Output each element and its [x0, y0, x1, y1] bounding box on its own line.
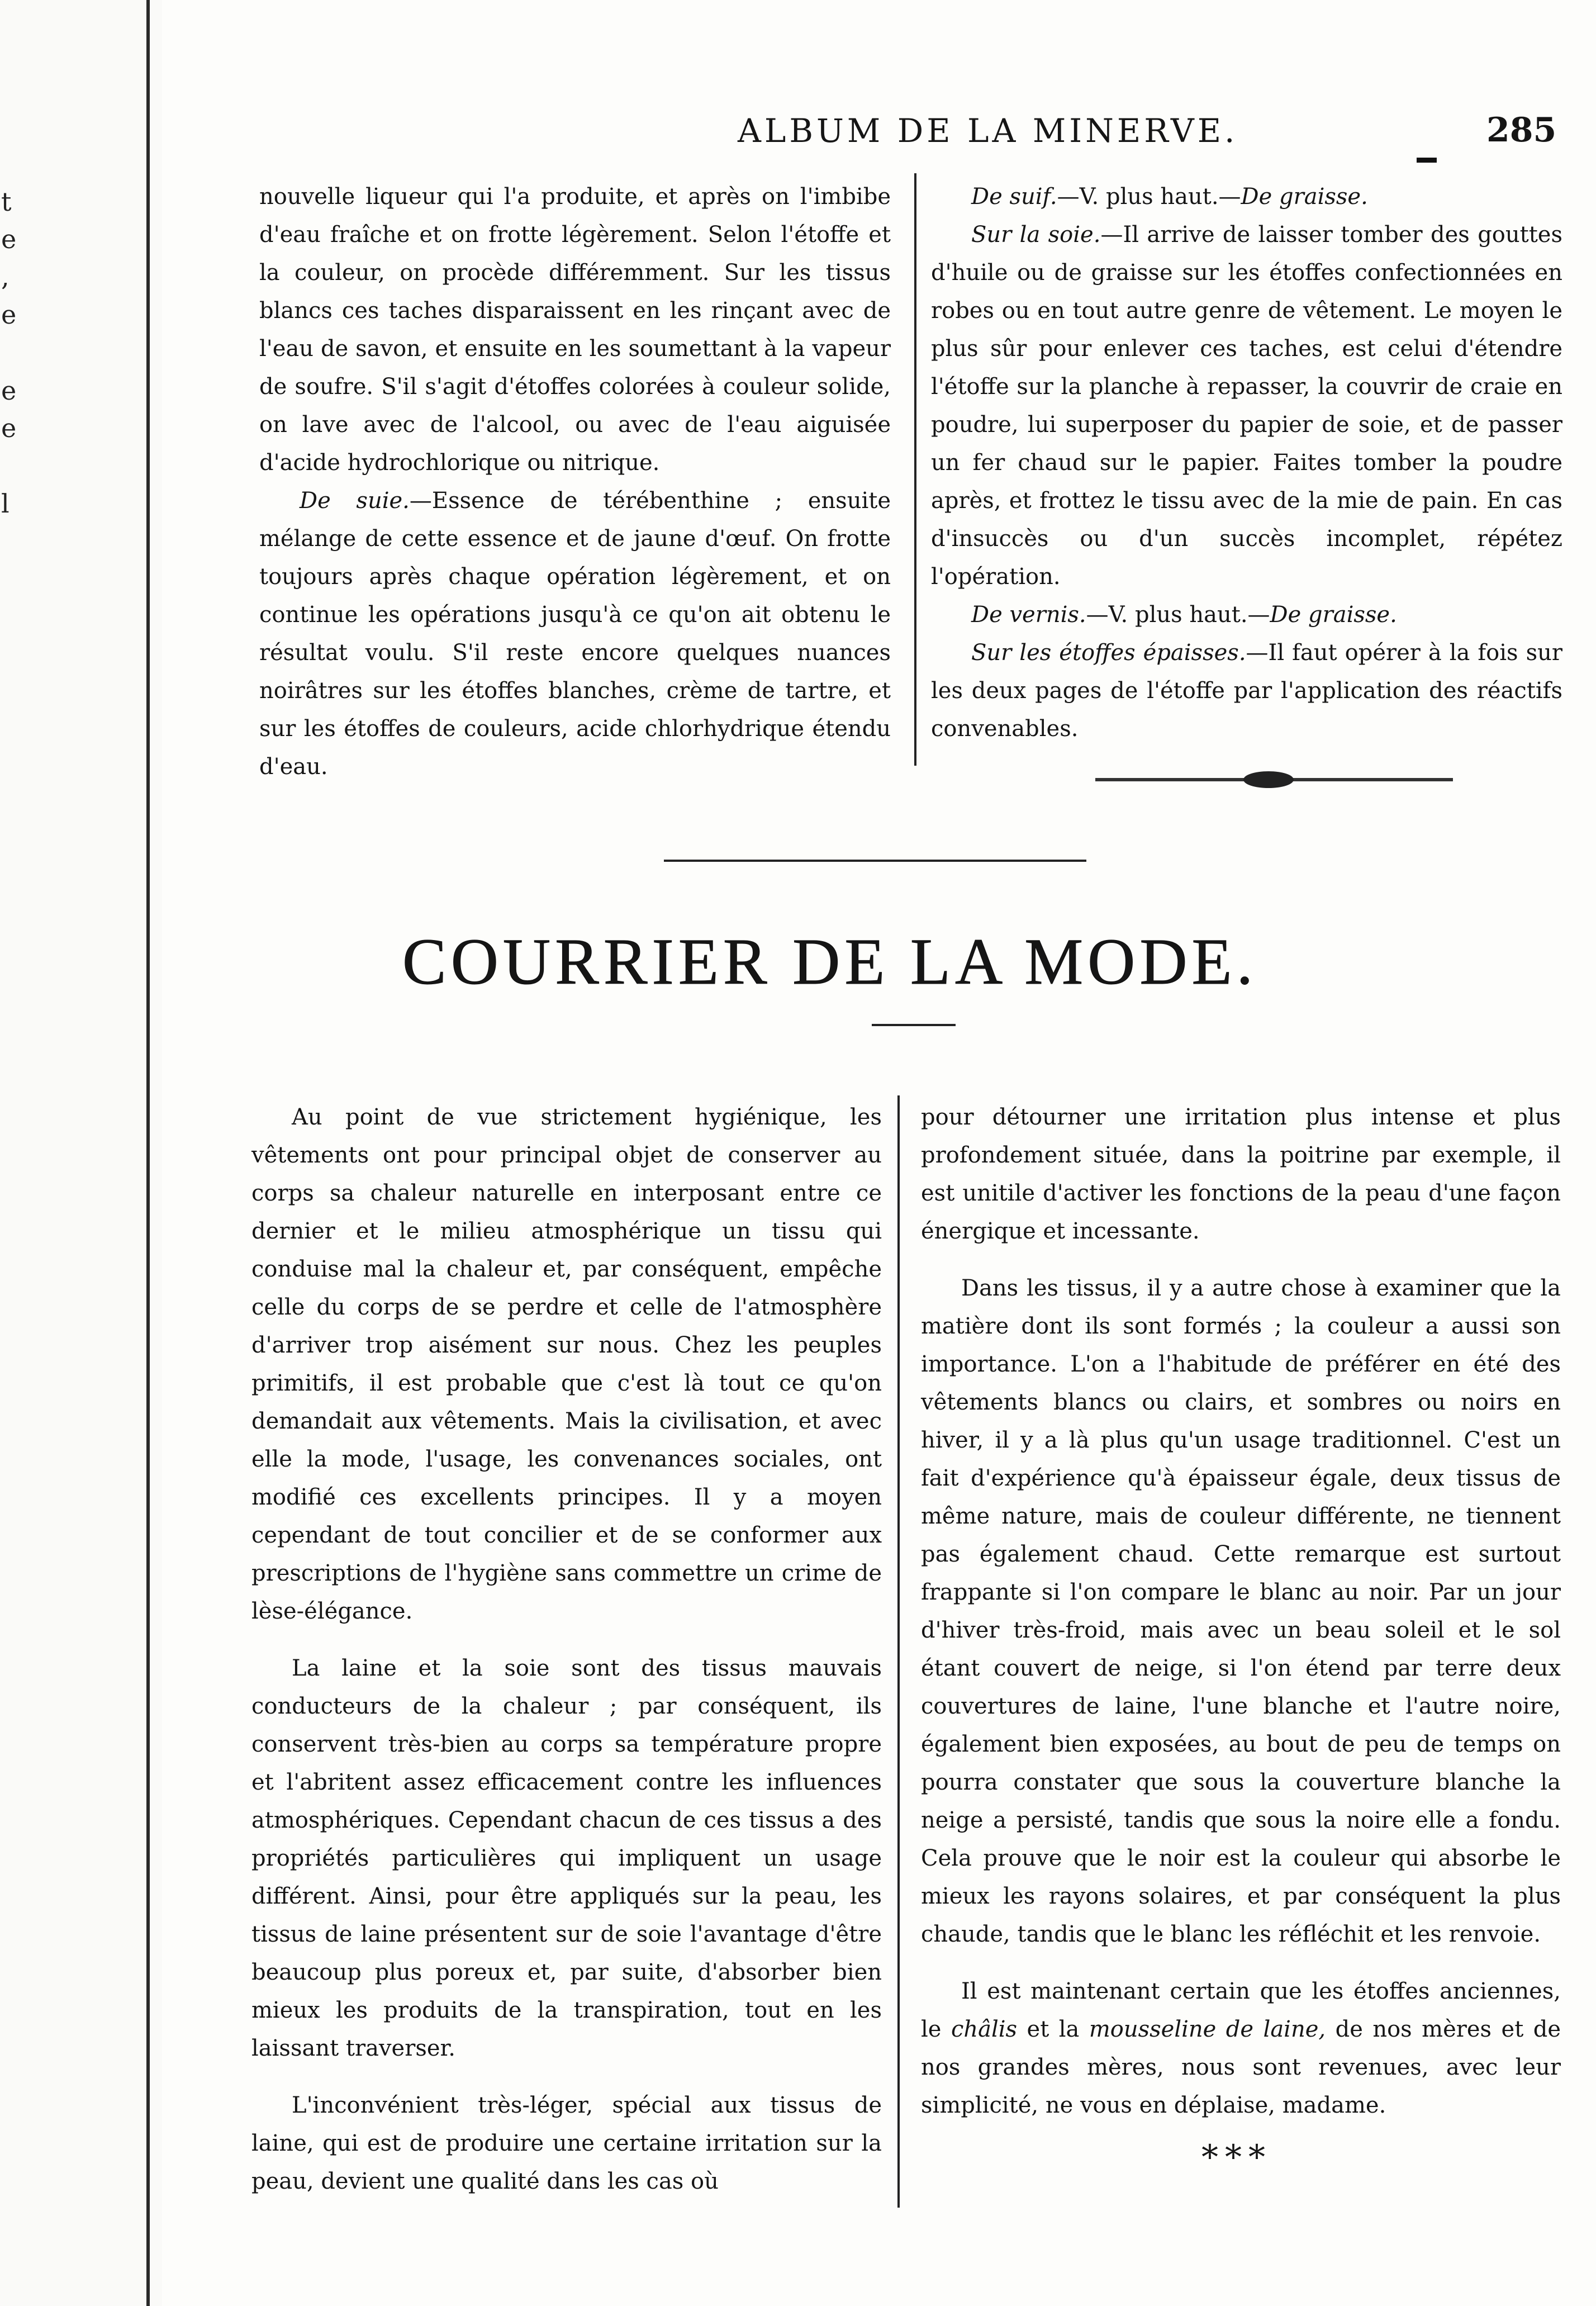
paragraph [931, 216, 1562, 596]
paragraph [931, 596, 1562, 634]
page-number: 285 [1486, 111, 1557, 150]
paragraph-italic: châlis [951, 2016, 1018, 2042]
title-underline [872, 1024, 956, 1026]
margin-fragment: e [1, 376, 17, 406]
page-fold-margin [0, 0, 162, 2306]
paragraph-body: —Essence de térébenthine ; ensuite mélange de cette essence et de jaune d'œuf. On frotte toujours après chaque opération légèrement, et on continue les opérations jusqu'à ce qu'on ait obtenu le résultat voulu. S'il reste encore quelques nuances noirâtres sur les étoffes blanches, crème de tartre, et sur les étoffes de couleurs, acide chlorhydrique étendu d'eau. [259, 488, 891, 780]
margin-fragment: l [1, 488, 10, 519]
paragraph: pour détourner une irritation plus intense et plus profondement située, dans la poitrine par exemple, il est unitile d'activer les fonctions de la peau d'une façon énergique et incessante. [921, 1104, 1561, 1244]
margin-fragment: e [1, 300, 17, 330]
paragraph-tail: De graisse. [1241, 184, 1368, 210]
end-ornament-rule [1095, 778, 1453, 781]
paragraph-body: —V. plus haut.— [1057, 184, 1241, 210]
paragraph-text: et la [1017, 2016, 1089, 2042]
section-title-text: COURRIER DE LA MODE. [402, 925, 1258, 998]
paragraph-italic: mousseline de laine, [1089, 2016, 1326, 2042]
top-right-column [931, 178, 1562, 748]
paragraph: nouvelle liqueur qui l'a produite, et après on l'imbibe d'eau fraîche et on frotte légèrement. Selon l'étoffe et la couleur, on procède différemment. Sur les tissus blancs ces taches disparaissent en les rinçant avec de l'eau de savon, et ensuite en les soumettant à la vapeur de soufre. S'il s'agit d'étoffes colorées à couleur solide, on lave avec de l'alcool, ou avec de l'eau aiguisée d'acide hydrochlorique ou nitrique. [259, 184, 891, 476]
paragraph-heading: Sur la soie. [971, 222, 1101, 248]
paragraph-text: de nos mères et de nos grandes mères, nous sont revenues, avec leur simplicité, ne vous en déplaise, madame. [921, 2016, 1561, 2118]
margin-fragment: t [1, 187, 12, 217]
margin-fragment: e [1, 224, 17, 254]
paragraph: La laine et la soie sont des tissus mauvais conducteurs de la chaleur ; par conséquent, ils conservent très-bien au corps sa température propre et l'abritent assez efficacement contre les influences atmosphériques. Cependant chacun de ces tissus a des propriétés particulières qui impliquent un usage différent. Ainsi, pour être appliqués sur la peau, les tissus de laine présentent sur de soie l'avantage d'être beaucoup plus poreux et, par suite, d'absorber bien mieux les produits de la transpiration, tout en les laissant traverser. [251, 1655, 882, 2061]
paragraph [921, 1972, 1561, 2124]
paragraph-tail: De graisse. [1270, 602, 1397, 628]
paragraph-body: —Il arrive de laisser tomber des gouttes d'huile ou de graisse sur les étoffes confectionnées en robes ou en tout autre genre de vêtement. Le moyen le plus sûr pour enlever ces taches, est celui d'étendre l'étoffe sur la planche à repasser, la couvrir de craie en poudre, lui superposer du papier de soie, et de passer un fer chaud sur le papier. Faites tomber la poudre après, et frottez le tissu avec de la mie de pain. En cas d'insuccès ou d'un succès incomplet, répétez l'opération. [931, 222, 1562, 590]
column-divider [914, 173, 916, 766]
paragraph-heading: De vernis. [971, 602, 1086, 628]
paragraph [931, 178, 1562, 216]
paragraph-body: —V. plus haut.— [1086, 602, 1270, 628]
paragraph: Au point de vue strictement hygiénique, les vêtements ont pour principal objet de conserver au corps sa chaleur naturelle en interposant entre ce dernier et le milieu atmosphérique un tissu qui conduise mal la chaleur et, par conséquent, empêche celle du corps de se perdre et celle de l'atmosphère d'arriver trop aisément sur nous. Chez les peuples primitifs, il est probable que c'est là tout ce qu'on demandait aux vêtements. Mais la civilisation, et avec elle la mode, l'usage, les convenances sociales, ont modifié ces excellents principes. Il y a moyen cependant de tout concilier et de se conformer aux prescriptions de l'hygiène sans commettre un crime de lèse-élégance. [251, 1104, 882, 1624]
paragraph [931, 634, 1562, 748]
paragraph-heading: De suie. [300, 488, 410, 514]
header-mark [1417, 158, 1437, 163]
paragraph-text: Il est maintenant certain que les étoffes anciennes, le [921, 1978, 1561, 2042]
paragraph-heading: De suif. [971, 184, 1057, 210]
margin-fragment: , [1, 262, 10, 292]
bottom-right-column [921, 1098, 1561, 2124]
top-left-column [259, 178, 891, 786]
paragraph: L'inconvénient très-léger, spécial aux tissus de laine, qui est de produire une certaine irritation sur la peau, devient une qualité dans les cas où [251, 2093, 882, 2194]
bottom-left-column [251, 1098, 882, 2200]
paragraph-heading: Sur les étoffes épaisses. [971, 640, 1246, 666]
section-title [402, 922, 1464, 1000]
margin-fragment: e [1, 413, 17, 443]
paragraph: Dans les tissus, il y a autre chose à examiner que la matière dont ils sont formés ; la couleur a aussi son importance. L'on a l'habitude de préférer en été des vêtements blancs ou clairs, et sombres ou noirs en hiver, il y a là plus qu'un usage traditionnel. C'est un fait d'expérience qu'à épaisseur égale, deux tissus de même nature, mais de couleur différente, ne tiennent pas également chaud. Cette remarque est surtout frappante si l'on compare le blanc au noir. Par un jour d'hiver très-froid, mais avec un beau soleil et le sol étant couvert de neige, si l'on étend par terre deux couvertures de laine, l'une blanche et l'autre noire, également bien exposées, au bout de peu de temps on pourra constater que sous la couverture blanche la neige a persisté, tandis que sous la noire elle a fondu. Cela prouve que le noir est la couleur qui absorbe le mieux les rayons solaires, et par conséquent la plus chaude, tandis que le blanc les réfléchit et les renvoie. [921, 1275, 1561, 1947]
running-title: ALBUM DE LA MINERVE. [738, 112, 1238, 150]
paragraph-body: —Il faut opérer à la fois sur les deux pages de l'étoffe par l'application des réactifs convenables. [931, 640, 1562, 742]
binding-fold-line [146, 0, 150, 2306]
asterism: * * * [1201, 2138, 1265, 2177]
column-divider [897, 1095, 900, 2208]
section-rule [664, 860, 1086, 862]
paragraph [259, 482, 891, 786]
